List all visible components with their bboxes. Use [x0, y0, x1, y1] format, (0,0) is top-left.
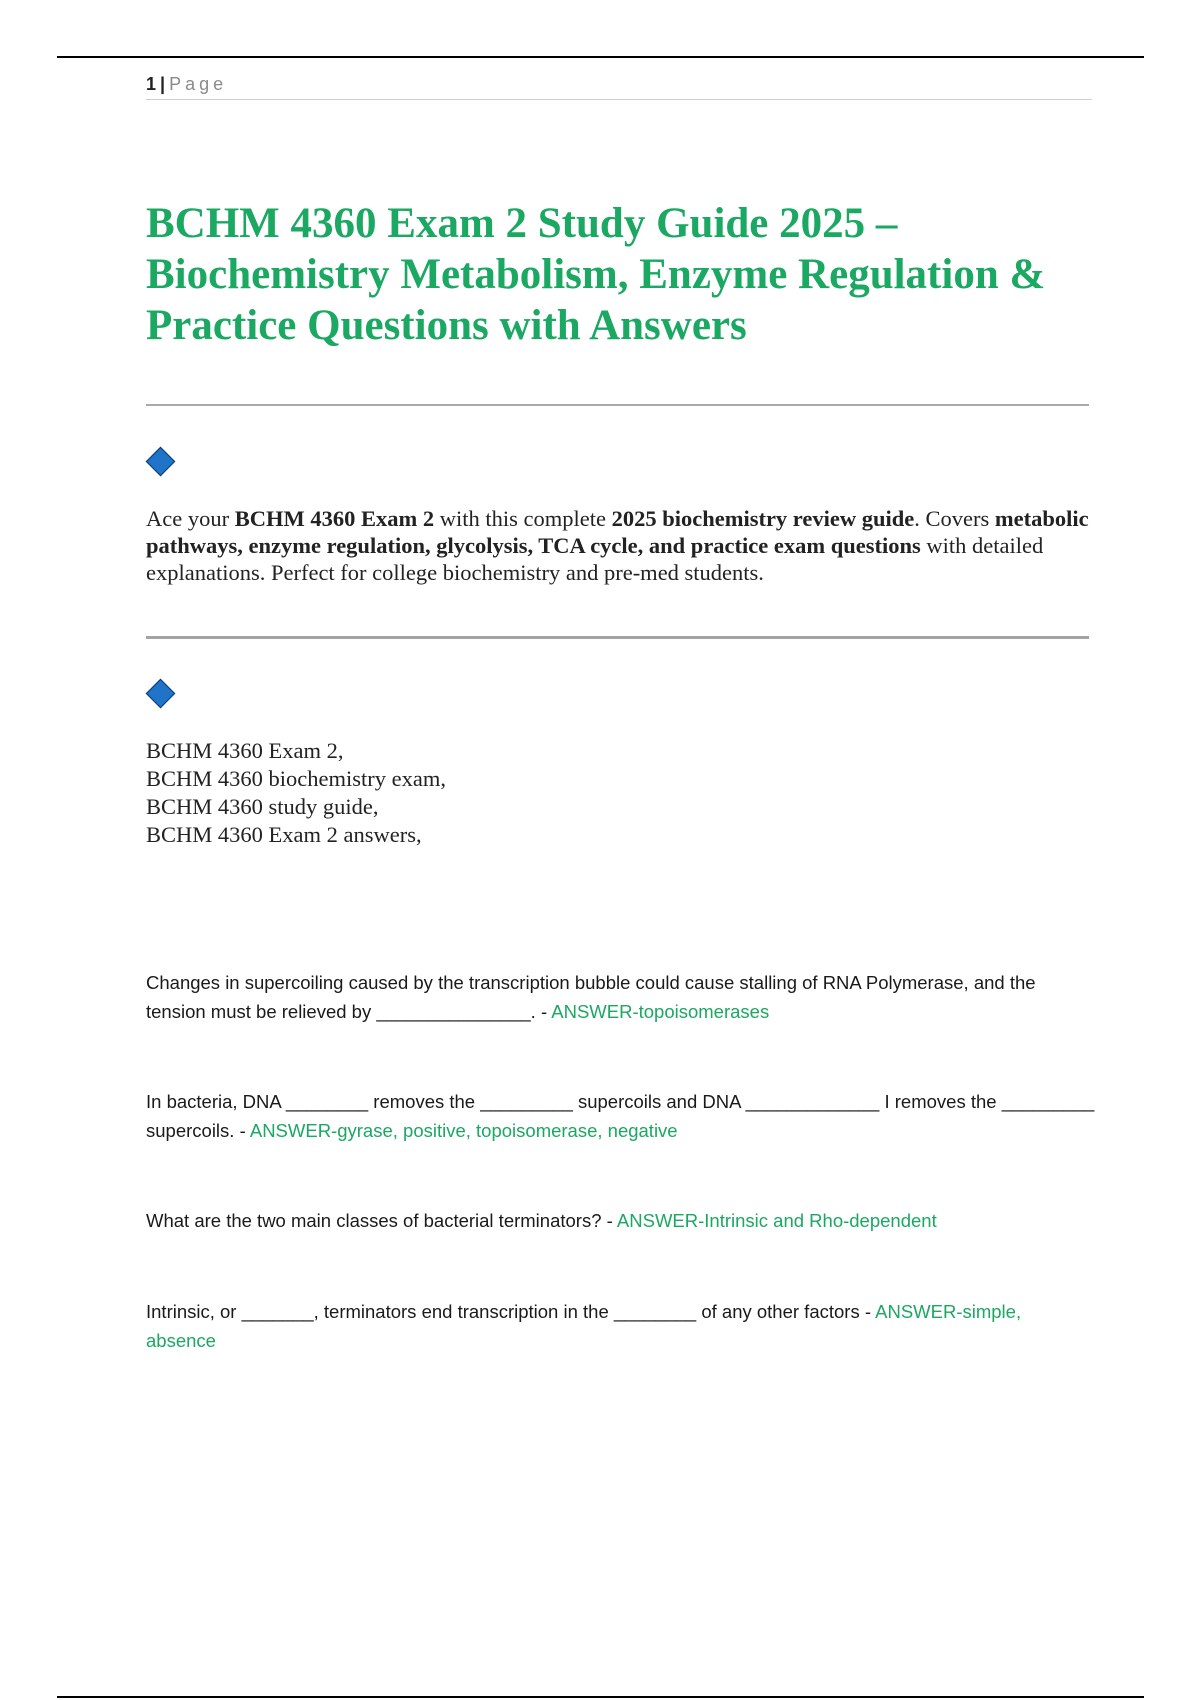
- answer-text: ANSWER-simple, absence: [146, 1301, 1022, 1351]
- keyword-line: BCHM 4360 Exam 2 answers,: [146, 822, 422, 847]
- bottom-border-rule: [57, 1696, 1144, 1698]
- keyword-list: [146, 737, 746, 849]
- page-header: [146, 74, 1092, 100]
- keyword-line: BCHM 4360 Exam 2,: [146, 738, 344, 763]
- qa-item: [146, 1087, 1096, 1145]
- section-divider: [146, 404, 1089, 406]
- answer-text: ANSWER-gyrase, positive, topoisomerase, negative: [249, 1120, 678, 1141]
- intro-text: with this complete: [434, 506, 612, 531]
- intro-bold-text: BCHM 4360 Exam 2: [234, 506, 435, 531]
- question-text: What are the two main classes of bacterial terminators? -: [146, 1210, 617, 1231]
- qa-item: [146, 1297, 1096, 1355]
- qa-item: [146, 1206, 1096, 1235]
- question-text: Changes in supercoiling caused by the transcription bubble could cause stalling of RNA Polymerase, and the tension must be relieved by _______________. -: [146, 972, 1036, 1022]
- section-divider: [146, 636, 1089, 639]
- intro-bold-text: metabolic pathways, enzyme regulation, glycolysis, TCA cycle, and practice exam questions: [146, 506, 1089, 558]
- top-border-rule: [57, 56, 1144, 58]
- page-label: Page: [169, 74, 228, 94]
- diamond-bullet-icon: [146, 679, 176, 709]
- page-separator: |: [160, 74, 166, 94]
- keyword-line: BCHM 4360 biochemistry exam,: [146, 766, 446, 791]
- page-number: 1: [146, 74, 157, 94]
- qa-item: [146, 968, 1096, 1026]
- intro-text: with detailed explanations. Perfect for college biochemistry and pre-med students.: [146, 533, 1044, 585]
- answer-text: ANSWER-Intrinsic and Rho-dependent: [616, 1210, 937, 1231]
- question-text: Intrinsic, or _______, terminators end transcription in the ________ of any other factors -: [146, 1301, 876, 1322]
- intro-bold-text: 2025 biochemistry review guide: [611, 506, 915, 531]
- question-text: In bacteria, DNA ________ removes the _________ supercoils and DNA _____________ I removes the _________ supercoils. -: [146, 1091, 1095, 1141]
- keyword-line: BCHM 4360 study guide,: [146, 794, 379, 819]
- intro-text: Ace your: [146, 506, 235, 531]
- document-title: BCHM 4360 Exam 2 Study Guide 2025 – Biochemistry Metabolism, Enzyme Regulation & Practice Questions with Answers: [146, 200, 1046, 349]
- answer-text: ANSWER-topoisomerases: [551, 1001, 770, 1022]
- diamond-bullet-icon: [146, 447, 176, 477]
- intro-text: . Covers: [914, 506, 995, 531]
- intro-paragraph: [146, 505, 1096, 586]
